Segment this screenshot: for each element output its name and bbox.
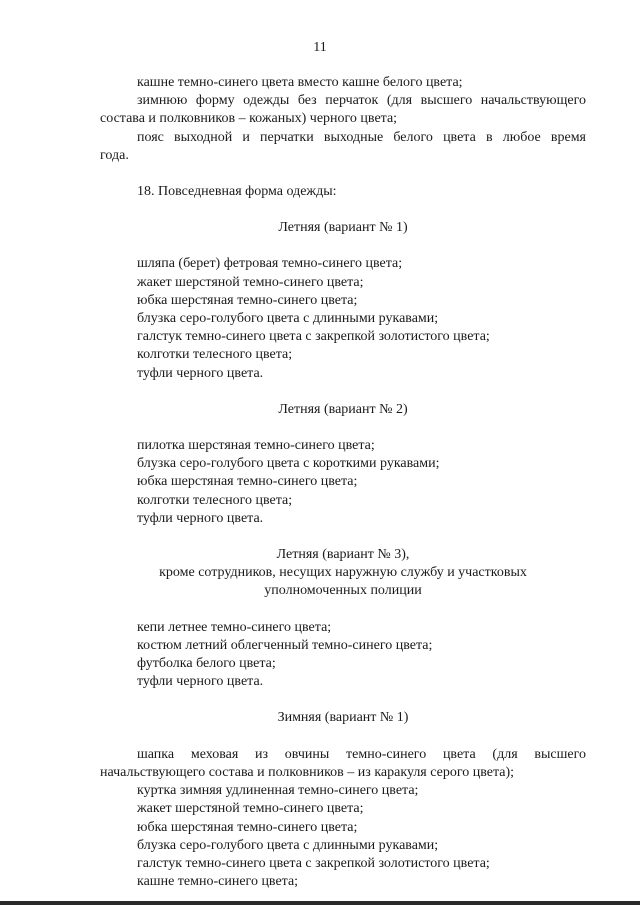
list-item: куртка зимняя удлиненная темно-синего цвета; [137,783,419,799]
heading-line: Летняя (вариант № 3), [276,547,410,563]
heading-line: кроме сотрудников, несущих наружную службу и участковых [159,565,527,581]
list-item: туфли черного цвета. [137,510,264,526]
list-item-continuation: начальствующего состава и полковников – из каракуля серого цвета); [100,764,515,780]
text-line: зимнюю форму одежды без перчаток (для высшего начальствующего [137,93,586,109]
list-item: туфли черного цвета. [137,674,264,690]
text-line: года. [100,147,129,163]
list-item: галстук темно-синего цвета с закрепкой золотистого цвета; [137,855,490,871]
list-item: колготки телесного цвета; [137,492,293,508]
list-item: блузка серо-голубого цвета с длинными рукавами; [137,311,439,327]
section-heading [100,546,586,601]
list-item: колготки телесного цвета; [137,347,293,363]
list-item: шапка меховая из овчины темно-синего цвета (для высшего [137,746,586,762]
document-body [100,74,586,891]
section-heading: Зимняя (вариант № 1) [277,710,409,726]
list-item: блузка серо-голубого цвета с короткими рукавами; [137,456,440,472]
section-heading: Летняя (вариант № 2) [278,401,408,417]
section-title: 18. Повседневная форма одежды: [137,184,337,200]
list-item: галстук темно-синего цвета с закрепкой золотистого цвета; [137,329,490,345]
item-list [100,746,586,892]
section-heading: Летняя (вариант № 1) [278,220,408,236]
list-item: жакет шерстяной темно-синего цвета; [137,274,364,290]
list-item: жакет шерстяной темно-синего цвета; [137,801,364,817]
item-list [100,437,586,528]
list-item: юбка шерстяная темно-синего цвета; [137,819,358,835]
text-line: кашне темно-синего цвета вместо кашне белого цвета; [137,75,463,90]
text-line: состава и полковников – кожаных) черного цвета; [100,111,398,127]
list-item: юбка шерстяная темно-синего цвета; [137,292,358,308]
page-number: 11 [313,40,327,55]
list-item: туфли черного цвета. [137,365,264,381]
list-item: блузка серо-голубого цвета с длинными рукавами; [137,837,439,853]
list-item: юбка шерстяная темно-синего цвета; [137,474,358,490]
list-item: пилотка шерстяная темно-синего цвета; [137,438,375,454]
item-list [100,255,586,382]
list-item: костюм летний облегченный темно-синего цвета; [137,637,433,653]
list-item: шляпа (берет) фетровая темно-синего цвета; [137,256,403,272]
list-item: футболка белого цвета; [137,656,276,672]
scan-edge [0,901,640,905]
list-item: кепи летнее темно-синего цвета; [137,619,332,635]
item-list [100,619,586,692]
text-line: пояс выходной и перчатки выходные белого цвета в любое время [137,129,586,145]
heading-line: уполномоченных полиции [264,583,422,599]
list-item: кашне темно-синего цвета; [137,874,299,890]
